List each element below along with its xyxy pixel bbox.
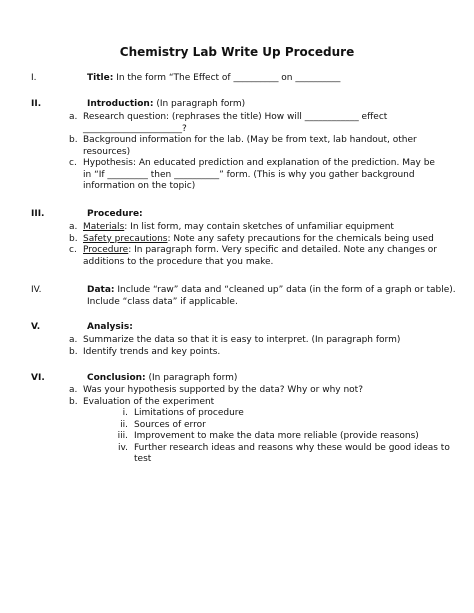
section-number: V. <box>31 322 41 332</box>
page-title: Chemistry Lab Write Up Procedure <box>119 45 355 59</box>
introduction-list <box>69 112 439 193</box>
item-key: Procedure <box>83 245 129 255</box>
list-item: b. Background information for the lab. (May be from text, lab handout, other resources) <box>69 135 417 157</box>
section-body <box>87 373 457 385</box>
section-text: Include “raw” data and “cleaned up” data (in the form of a graph or table). Include “class data” if applicable. <box>87 285 456 307</box>
section-number: IV. <box>31 285 42 295</box>
section-body <box>87 73 457 85</box>
list-item: iii. Improvement to make the data more reliable (provide reasons) <box>117 431 419 441</box>
section-heading: Title: <box>87 73 114 83</box>
section-number: I. <box>31 73 37 83</box>
list-item: ii. Sources of error <box>120 419 206 430</box>
list-item: a. Research question: (rephrases the title) How will ____________ effect ______________________? <box>69 112 388 134</box>
section-body <box>87 99 457 111</box>
item-key: Safety precautions <box>83 233 168 244</box>
section-body <box>87 285 457 308</box>
section-text: (In paragraph form) <box>145 373 238 383</box>
section-body <box>87 209 457 221</box>
list-item: a. Summarize the data so that it is easy to interpret. (In paragraph form) <box>69 335 401 345</box>
procedure-list <box>69 222 439 268</box>
list-item: b. Evaluation of the experiment <box>69 396 215 407</box>
section-body <box>87 322 457 334</box>
evaluation-sublist <box>114 408 464 466</box>
section-number: VI. <box>31 373 45 383</box>
list-item: c. Procedure: In paragraph form. Very specific and detailed. Note any changes or additions to the procedure that you make. <box>69 245 437 267</box>
section-text: (In paragraph form) <box>153 99 246 109</box>
list-item: b. Safety precautions: Note any safety precautions for the chemicals being used <box>69 233 434 244</box>
section-number: III. <box>31 209 45 219</box>
list-item: a. Materials: In list form, may contain sketches of unfamiliar equipment <box>69 222 394 232</box>
section-text: In the form “The Effect of __________ on __________ <box>113 73 341 83</box>
list-item: a. Was your hypothesis supported by the data? Why or why not? <box>69 385 363 395</box>
list-item: c. Hypothesis: An educated prediction and explanation of the prediction. May be in “If _________ then __________” form. (This is why you gather background information on the topic) <box>69 158 435 191</box>
list-item: iv. Further research ideas and reasons why these would be good ideas to test <box>118 442 450 464</box>
section-heading: Data: <box>87 285 115 295</box>
item-key: Materials <box>83 222 125 232</box>
list-item: i. Limitations of procedure <box>122 408 244 418</box>
section-heading: Procedure: <box>87 209 143 219</box>
analysis-list <box>69 335 439 358</box>
conclusion-list <box>69 385 439 408</box>
section-heading: Analysis: <box>87 322 133 332</box>
section-heading: Conclusion: <box>87 373 146 383</box>
section-heading: Introduction: <box>87 99 154 109</box>
section-number: II. <box>31 99 42 109</box>
list-item: b. Identify trends and key points. <box>69 346 221 357</box>
